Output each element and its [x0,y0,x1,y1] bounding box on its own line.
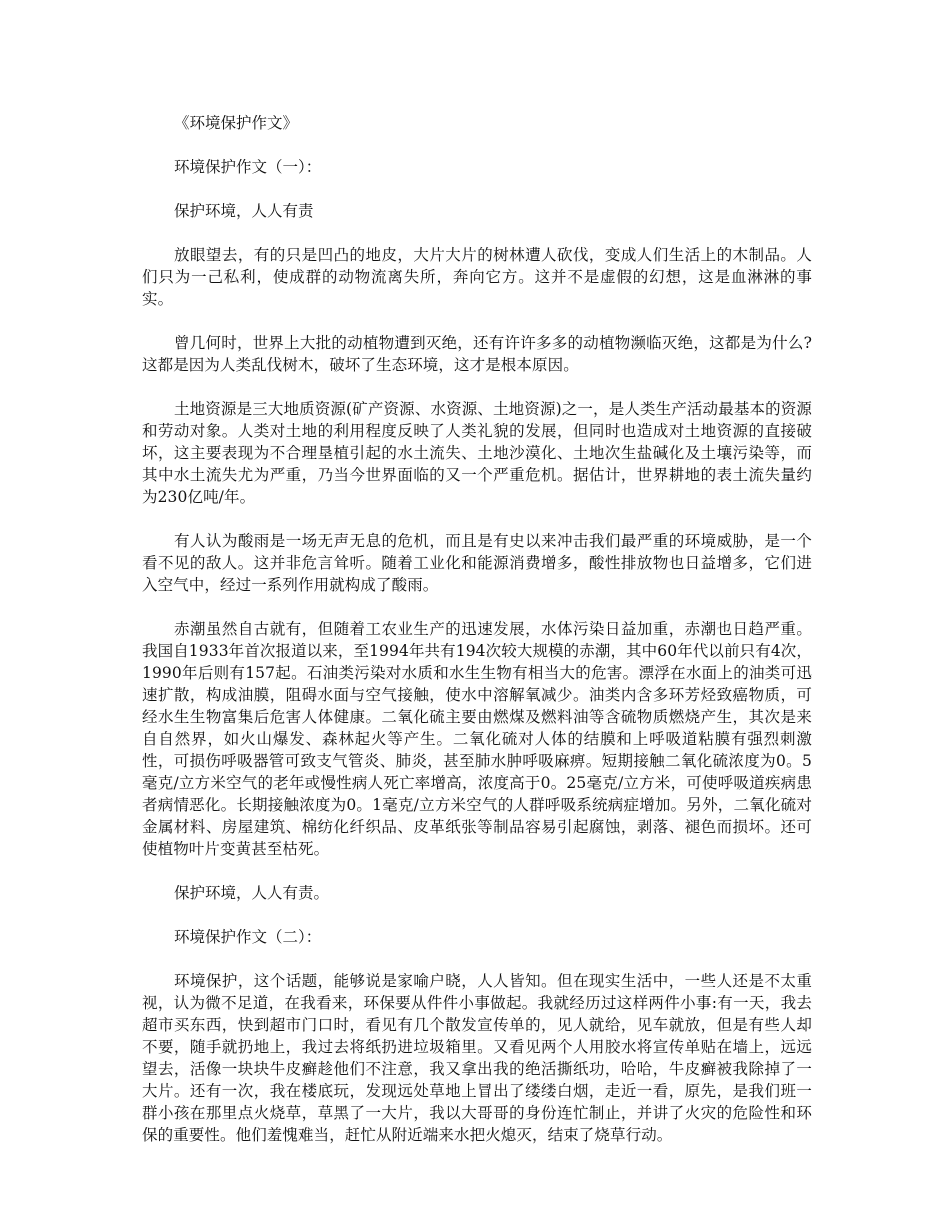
paragraph: 曾几何时，世界上大批的动植物遭到灭绝，还有许许多多的动植物濒临灭绝，这都是为什么?这都是因为人类乱伐树木，破坏了生态环境，这才是根本原因。 [142,334,812,374]
document-title: 《环境保护作文》 [174,114,299,132]
document-page [142,112,812,1168]
paragraph: 放眼望去，有的只是凹凸的地皮，大片大片的树林遭人砍伐，变成人们生活上的木制品。人们只为一己私利，使成群的动物流离失所，奔向它方。这并不是虚假的幻想，这是血淋淋的事实。 [142,246,812,308]
paragraph: 有人认为酸雨是一场无声无息的危机，而且是有史以来冲击我们最严重的环境威胁，是一个看不见的敌人。这并非危言耸听。随着工业化和能源消费增多，酸性排放物也日益增多，它们进入空气中，经过一系列作用就构成了酸雨。 [142,532,812,594]
section-heading-2: 环境保护作文（二）： [174,928,322,946]
closing-line-1: 保护环境，人人有责。 [174,884,330,902]
paragraph: 环境保护，这个话题，能够说是家喻户晓，人人皆知。但在现实生活中，一些人还是不太重视，认为微不足道，在我看来，环保要从件件小事做起。我就经历过这样两件小事:有一天，我去超市买东西，快到超市门口时，看见有几个散发宣传单的，见人就给，见车就放，但是有些人却不要，随手就扔地上，我过去将纸扔进垃圾箱里。又看见两个人用胶水将宣传单贴在墙上，远远望去，活像一块块牛皮癣趁他们不注意，我又拿出我的绝活撕纸功，哈哈，牛皮癣被我除掉了一大片。还有一次，我在楼底玩，发现远处草地上冒出了缕缕白烟，走近一看，原先，是我们班一群小孩在那里点火烧草，草黑了一大片，我以大哥哥的身份连忙制止，并讲了火灾的危险性和环保的重要性。他们羞愧难当，赶忙从附近端来水把火熄灭，结束了烧草行动。 [142,972,812,1144]
section-subtitle-1: 保护环境，人人有责 [174,202,314,220]
paragraph: 赤潮虽然自古就有，但随着工农业生产的迅速发展，水体污染日益加重，赤潮也日趋严重。我国自1933年首次报道以来，至1994年共有194次较大规模的赤潮，其中60年代以前只有4次，1990年后则有157起。石油类污染对水质和水生生物有相当大的危害。漂浮在水面上的油类可迅速扩散，构成油膜，阻碍水面与空气接触，使水中溶解氧减少。油类内含多环芳烃致癌物质，可经水生生物富集后危害人体健康。二氧化硫主要由燃煤及燃料油等含硫物质燃烧产生，其次是来自自然界，如火山爆发、森林起火等产生。二氧化硫对人体的结膜和上呼吸道粘膜有强烈刺激性，可损伤呼吸器管可致支气管炎、肺炎，甚至肺水肿呼吸麻痹。短期接触二氧化硫浓度为0。5毫克/立方米空气的老年或慢性病人死亡率增高，浓度高于0。25毫克/立方米，可使呼吸道疾病患者病情恶化。长期接触浓度为0。1毫克/立方米空气的人群呼吸系统病症增加。另外，二氧化硫对金属材料、房屋建筑、棉纺化纤织品、皮革纸张等制品容易引起腐蚀，剥落、褪色而损坏。还可使植物叶片变黄甚至枯死。 [142,620,812,858]
paragraph: 土地资源是三大地质资源(矿产资源、水资源、土地资源)之一，是人类生产活动最基本的资源和劳动对象。人类对土地的利用程度反映了人类礼貌的发展，但同时也造成对土地资源的直接破坏，这主要表现为不合理垦植引起的水土流失、土地沙漠化、土地次生盐碱化及土壤污染等，而其中水土流失尤为严重，乃当今世界面临的又一个严重危机。据估计，世界耕地的表土流失量约为230亿吨/年。 [142,400,812,506]
section-heading-1: 环境保护作文（一）： [174,158,322,176]
